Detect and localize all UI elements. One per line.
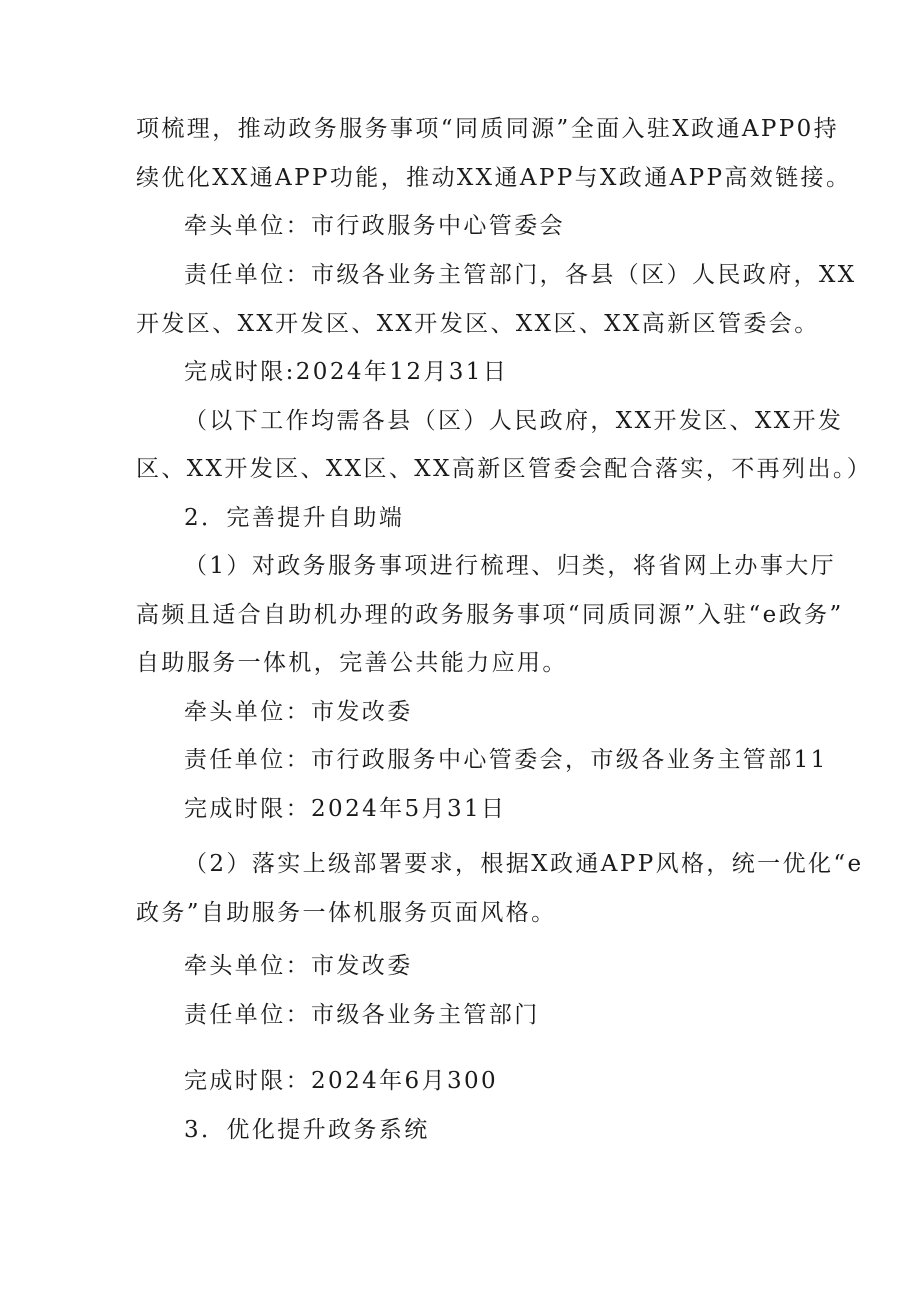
paragraph-line: 续优化XX通APP功能，推动XX通APP与X政通APP高效链接。	[136, 165, 852, 191]
paragraph-line: 政务”自助服务一体机服务页面风格。	[136, 900, 557, 926]
lead-unit-line: 牵头单位：市发改委	[184, 699, 413, 725]
lead-unit-line: 牵头单位：市行政服务中心管委会	[184, 213, 565, 239]
responsible-unit-line: 责任单位：市级各业务主管部门	[184, 1002, 540, 1028]
deadline-line: 完成时限：2024年6月300	[184, 1068, 499, 1094]
paragraph-line: （1）对政务服务事项进行梳理、归类，将省网上办事大厅	[184, 553, 837, 579]
note-line: 区、XX开发区、XX区、XX高新区管委会配合落实，不再列出。）	[136, 456, 873, 482]
deadline-line: 完成时限：2024年5月31日	[184, 796, 507, 822]
deadline-line: 完成时限:2024年12月31日	[184, 359, 509, 385]
paragraph-line: 高频且适合自助机办理的政务服务事项“同质同源”入驻“e政务”	[136, 602, 844, 628]
lead-unit-line: 牵头单位：市发改委	[184, 953, 413, 979]
section-heading: 3．优化提升政务系统	[184, 1117, 430, 1143]
note-line: （以下工作均需各县（区）人民政府，XX开发区、XX开发	[184, 408, 844, 434]
section-heading: 2．完善提升自助端	[184, 505, 405, 531]
paragraph-line: 自助服务一体机，完善公共能力应用。	[136, 650, 568, 676]
paragraph-line: （2）落实上级部署要求，根据X政通APP风格，统一优化“e	[184, 851, 864, 877]
paragraph-line: 项梳理，推动政务服务事项“同质同源”全面入驻X政通APP0持	[136, 116, 840, 142]
responsible-unit-line: 责任单位：市级各业务主管部门，各县（区）人民政府，XX	[184, 262, 857, 288]
paragraph-line: 开发区、XX开发区、XX开发区、XX区、XX高新区管委会。	[136, 311, 820, 337]
responsible-unit-line: 责任单位：市行政服务中心管委会，市级各业务主管部11	[184, 747, 828, 773]
